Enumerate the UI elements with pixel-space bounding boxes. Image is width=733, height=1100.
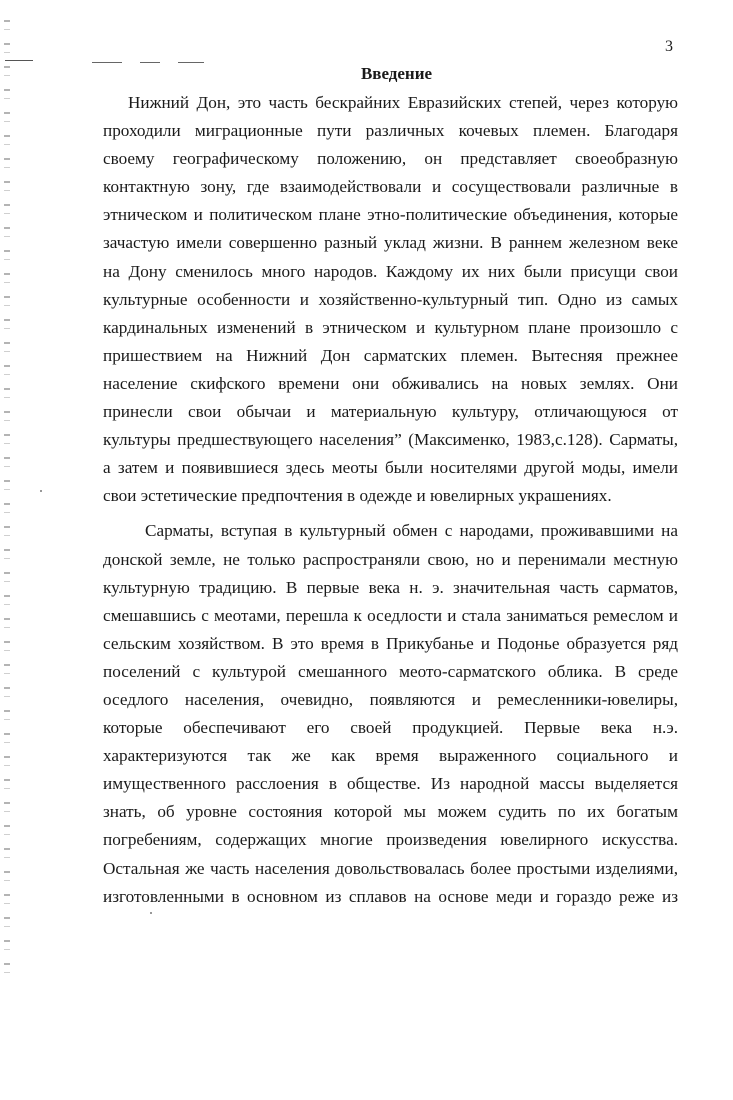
text-line: смешавшись с меотами, перешла к оседлости и стала заниматься ремеслом и — [103, 605, 678, 625]
section-heading: Введение — [360, 64, 433, 83]
body-text — [103, 89, 678, 911]
text-line: принесли свои обычаи и материальную культуру, отличающуюся от — [103, 402, 678, 422]
text-line: своему географическому положению, он представляет своеобразную — [103, 149, 678, 169]
text-line: пришествием на Нижний Дон сарматских племен. Вытесняя прежнее — [103, 345, 678, 365]
text-line: поселений с культурой смешанного меото-сарматского облика. В среде — [103, 661, 678, 681]
scan-dash-artifact — [178, 62, 204, 63]
text-line: Сарматы, вступая в культурный обмен с народами, проживавшими на — [145, 521, 678, 541]
paragraph-1 — [103, 89, 678, 510]
text-line: зачастую имели совершенно разный уклад жизни. В раннем железном веке — [103, 233, 678, 253]
scan-rule-artifact — [5, 60, 33, 61]
text-line: кардинальных изменений в этническом и культурном плане произошло с — [103, 317, 678, 337]
text-line: оседлого населения, очевидно, появляются и ремесленники-ювелиры, — [103, 689, 678, 709]
text-line: изготовленными в основном из сплавов на основе меди и гораздо реже из — [103, 886, 678, 906]
text-line: на Дону сменилось много народов. Каждому их них были присущи свои — [103, 261, 678, 281]
text-line: знать, об уровне состояния которой мы можем судить по их богатым — [103, 802, 678, 822]
text-line: характеризуются так же как время выраженного социального и — [103, 746, 678, 766]
text-line: Остальная же часть населения довольствовалась более простыми изделиями, — [103, 858, 678, 878]
text-line: которые обеспечивают его своей продукцией. Первые века н.э. — [103, 718, 678, 738]
scan-edge-artifact — [4, 20, 10, 980]
text-line: сельским хозяйством. В это время в Прикубанье и Подонье образуется ряд — [103, 633, 678, 653]
text-line: культуры предшествующего населения” (Максименко, 1983,с.128). Сарматы, — [103, 430, 678, 450]
text-line: культурные особенности и хозяйственно-культурный тип. Одно из самых — [103, 289, 678, 309]
text-line: этническом и политическом плане этно-политические объединения, которые — [103, 205, 678, 225]
text-line: проходили миграционные пути различных кочевых племен. Благодаря — [103, 121, 678, 141]
text-line: погребениям, содержащих многие произведения ювелирного искусства. — [103, 830, 678, 850]
text-line: имущественного расслоения в обществе. Из народной массы выделяется — [103, 774, 678, 794]
paragraph-2 — [103, 517, 678, 910]
text-line: а затем и появившиеся здесь меоты были носителями другой моды, имели — [103, 458, 678, 478]
scan-dash-artifact — [140, 62, 160, 63]
text-line: донской земле, не только распространяли свою, но и перенимали местную — [103, 549, 678, 569]
scan-dash-artifact — [92, 62, 122, 63]
text-line: культурную традицию. В первые века н. э. значительная часть сарматов, — [103, 577, 678, 597]
text-line: население скифского времени они обживались на новых землях. Они — [103, 373, 678, 393]
page-number: 3 — [665, 38, 673, 55]
text-line: свои эстетические предпочтения в одежде и ювелирных украшениях. — [103, 486, 612, 506]
text-line: Нижний Дон, это часть бескрайних Евразийских степей, через которую — [128, 93, 678, 112]
scan-speck-artifact — [40, 490, 42, 492]
scan-speck-artifact — [150, 912, 152, 914]
text-line: контактную зону, где взаимодействовали и сосуществовали различные в — [103, 177, 678, 197]
